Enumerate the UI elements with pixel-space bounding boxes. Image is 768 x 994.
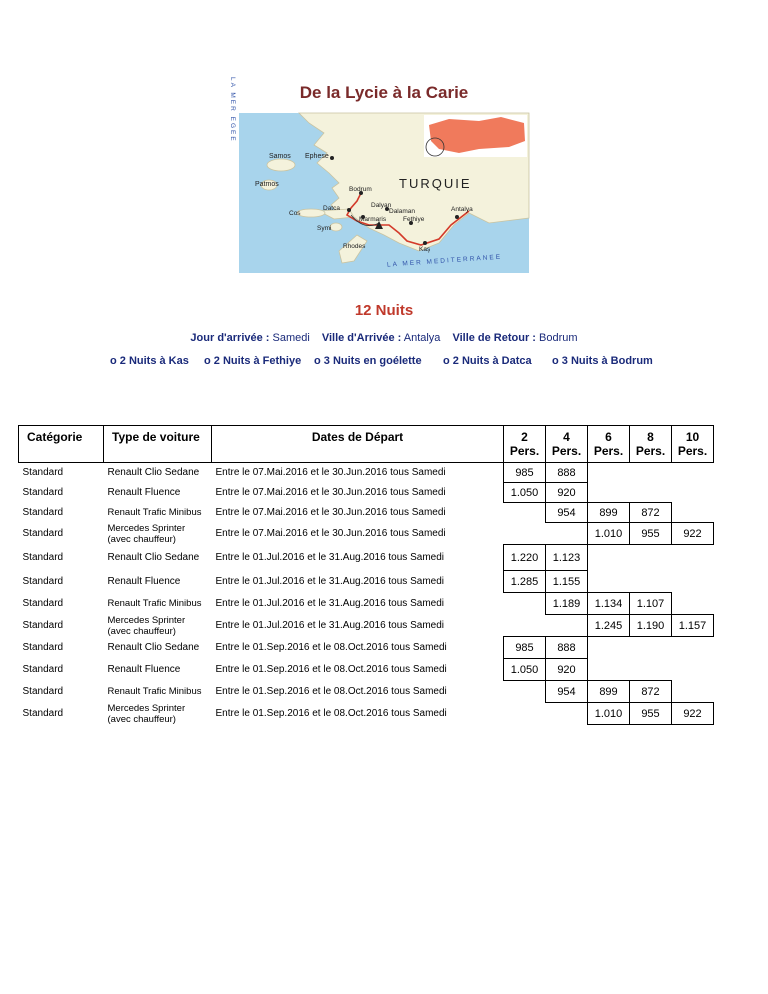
cell-price-p10: 922 bbox=[672, 523, 714, 545]
stay-item-fethiye: o 2 Nuits à Fethiye bbox=[204, 355, 302, 367]
table-row bbox=[19, 523, 714, 545]
map-label-marmaris: Marmaris bbox=[359, 216, 387, 223]
map-label-sea-med: LA MER MEDITERRANEE bbox=[386, 253, 503, 269]
cell-price-p6: 1.010 bbox=[588, 523, 630, 545]
map-label-patmos: Patmos bbox=[255, 181, 279, 188]
cell-price-p4: 888 bbox=[546, 637, 588, 659]
cell-price-p2: 1.050 bbox=[504, 483, 546, 503]
cell-price-p6: 1.010 bbox=[588, 703, 630, 725]
cell-price-p4: 920 bbox=[546, 659, 588, 681]
cell-price-p6 bbox=[588, 463, 630, 483]
cell-price-p6 bbox=[588, 545, 630, 571]
table-row bbox=[19, 503, 714, 523]
page-title: De la Lycie à la Carie bbox=[299, 83, 469, 102]
cell-price-p8 bbox=[630, 571, 672, 593]
cell-type-voiture: Renault Fluence bbox=[107, 664, 181, 675]
map-label-ephese: Ephese bbox=[305, 153, 329, 160]
stay-item-kas: o 2 Nuits à Kas bbox=[110, 355, 189, 367]
cell-type-voiture: Mercedes Sprinter (avec chauffeur) bbox=[107, 522, 186, 545]
cell-price-p4: 888 bbox=[546, 463, 588, 483]
table-body bbox=[19, 463, 714, 725]
stay-item-bodrum: o 3 Nuits à Bodrum bbox=[552, 355, 653, 367]
cell-dates: Entre le 01.Sep.2016 et le 08.Oct.2016 tous Samedi bbox=[215, 664, 447, 675]
cell-price-p10 bbox=[672, 637, 714, 659]
cell-price-p10 bbox=[672, 571, 714, 593]
cell-categorie: Standard bbox=[22, 528, 64, 539]
cell-price-p6: 899 bbox=[588, 503, 630, 523]
cell-price-p8: 955 bbox=[630, 703, 672, 725]
map-dot-antalya bbox=[455, 215, 459, 219]
cell-price-p10 bbox=[672, 681, 714, 703]
cell-price-p10: 1.157 bbox=[672, 615, 714, 637]
cell-price-p6 bbox=[588, 659, 630, 681]
cell-dates: Entre le 01.Jul.2016 et le 31.Aug.2016 tous Samedi bbox=[215, 552, 444, 563]
cell-price-p8 bbox=[630, 659, 672, 681]
cell-price-p2 bbox=[504, 703, 546, 725]
cell-categorie: Standard bbox=[22, 642, 64, 653]
map-label-dalyan: Dalyan bbox=[371, 202, 392, 209]
map-label-symi: Symi bbox=[317, 225, 332, 232]
header-6-pers: 6 Pers. bbox=[588, 426, 630, 463]
cell-type-voiture: Renault Trafic Minibus bbox=[107, 686, 202, 697]
pricing-table bbox=[18, 425, 714, 725]
cell-price-p8 bbox=[630, 483, 672, 503]
table-row bbox=[19, 681, 714, 703]
table-row bbox=[19, 637, 714, 659]
cell-price-p4: 920 bbox=[546, 483, 588, 503]
arrival-info bbox=[0, 332, 768, 344]
map-island-symi bbox=[330, 223, 342, 231]
cell-price-p2 bbox=[504, 503, 546, 523]
arrival-city: Antalya bbox=[403, 332, 441, 344]
cell-price-p10: 922 bbox=[672, 703, 714, 725]
table-row bbox=[19, 545, 714, 571]
cell-price-p4 bbox=[546, 615, 588, 637]
cell-dates: Entre le 01.Sep.2016 et le 08.Oct.2016 tous Samedi bbox=[215, 686, 447, 697]
cell-type-voiture: Renault Trafic Minibus bbox=[107, 598, 202, 609]
cell-price-p6 bbox=[588, 637, 630, 659]
map-dot-datca bbox=[347, 208, 351, 212]
map-label-antalya: Antalya bbox=[451, 206, 473, 213]
cell-type-voiture: Renault Trafic Minibus bbox=[107, 507, 202, 518]
cell-dates: Entre le 07.Mai.2016 et le 30.Jun.2016 tous Samedi bbox=[215, 467, 446, 479]
cell-price-p8: 955 bbox=[630, 523, 672, 545]
cell-price-p8 bbox=[630, 637, 672, 659]
arrival-day-label: Jour d'arrivée : bbox=[190, 332, 270, 344]
cell-dates: Entre le 07.Mai.2016 et le 30.Jun.2016 tous Samedi bbox=[215, 507, 446, 518]
cell-dates: Entre le 01.Jul.2016 et le 31.Aug.2016 tous Samedi bbox=[215, 576, 444, 587]
cell-price-p8: 872 bbox=[630, 681, 672, 703]
header-dates: Dates de Départ bbox=[212, 426, 504, 463]
cell-categorie: Standard bbox=[22, 620, 64, 631]
cell-type-voiture: Renault Clio Sedane bbox=[107, 642, 200, 653]
table-row bbox=[19, 483, 714, 503]
cell-dates: Entre le 01.Jul.2016 et le 31.Aug.2016 tous Samedi bbox=[215, 620, 444, 631]
cell-price-p2: 985 bbox=[504, 463, 546, 483]
table-row bbox=[19, 703, 714, 725]
cell-price-p2: 1.285 bbox=[504, 571, 546, 593]
cell-type-voiture: Mercedes Sprinter (avec chauffeur) bbox=[107, 614, 186, 637]
cell-dates: Entre le 07.Mai.2016 et le 30.Jun.2016 tous Samedi bbox=[215, 487, 446, 498]
return-city: Bodrum bbox=[539, 332, 578, 344]
table-row bbox=[19, 593, 714, 615]
cell-price-p4: 954 bbox=[546, 503, 588, 523]
map-label-kas: Kaş bbox=[419, 246, 431, 253]
stay-item-goelette: o 3 Nuits en goélette bbox=[314, 355, 422, 367]
cell-categorie: Standard bbox=[22, 552, 64, 563]
header-10-pers: 10 Pers. bbox=[672, 426, 714, 463]
cell-categorie: Standard bbox=[22, 576, 64, 587]
cell-price-p10 bbox=[672, 659, 714, 681]
arrival-day: Samedi bbox=[272, 332, 310, 344]
map-label-dalaman: Dalaman bbox=[389, 208, 416, 215]
map-label-bodrum: Bodrum bbox=[349, 186, 372, 193]
nights-heading: 12 Nuits bbox=[354, 302, 414, 319]
cell-price-p2 bbox=[504, 681, 546, 703]
header-4-pers: 4 Pers. bbox=[546, 426, 588, 463]
cell-price-p2 bbox=[504, 523, 546, 545]
map-dot-ephese bbox=[330, 156, 334, 160]
map-label-fethiye: Fethiye bbox=[403, 216, 425, 223]
cell-price-p10 bbox=[672, 463, 714, 483]
map-island-cos bbox=[297, 209, 325, 217]
cell-price-p8: 1.190 bbox=[630, 615, 672, 637]
cell-price-p2: 985 bbox=[504, 637, 546, 659]
cell-price-p6: 1.245 bbox=[588, 615, 630, 637]
cell-categorie: Standard bbox=[22, 664, 64, 675]
table-row bbox=[19, 659, 714, 681]
cell-price-p2: 1.050 bbox=[504, 659, 546, 681]
table-row bbox=[19, 571, 714, 593]
cell-price-p4: 954 bbox=[546, 681, 588, 703]
cell-price-p4 bbox=[546, 703, 588, 725]
cell-categorie: Standard bbox=[22, 686, 64, 697]
cell-price-p10 bbox=[672, 503, 714, 523]
cell-dates: Entre le 01.Jul.2016 et le 31.Aug.2016 tous Samedi bbox=[215, 598, 444, 609]
map-island-samos bbox=[267, 159, 295, 171]
cell-categorie: Standard bbox=[22, 487, 64, 498]
cell-price-p4: 1.189 bbox=[546, 593, 588, 615]
cell-price-p2: 1.220 bbox=[504, 545, 546, 571]
cell-categorie: Standard bbox=[22, 708, 64, 719]
cell-price-p10 bbox=[672, 545, 714, 571]
return-city-label: Ville de Retour : bbox=[452, 332, 536, 344]
header-type-voiture: Type de voiture bbox=[104, 426, 212, 463]
table-row bbox=[19, 463, 714, 483]
header-categorie: Catégorie bbox=[19, 426, 104, 463]
cell-type-voiture: Renault Fluence bbox=[107, 576, 181, 587]
map-label-samos: Samos bbox=[269, 153, 291, 160]
cell-price-p6: 899 bbox=[588, 681, 630, 703]
cell-price-p4: 1.155 bbox=[546, 571, 588, 593]
cell-price-p4 bbox=[546, 523, 588, 545]
cell-price-p6 bbox=[588, 483, 630, 503]
cell-price-p8: 872 bbox=[630, 503, 672, 523]
cell-categorie: Standard bbox=[22, 467, 64, 479]
cell-type-voiture: Renault Fluence bbox=[107, 487, 181, 498]
stay-item-datca: o 2 Nuits à Datca bbox=[443, 355, 532, 367]
cell-price-p8 bbox=[630, 463, 672, 483]
table-header-row bbox=[19, 426, 714, 463]
map-label-cos: Cos bbox=[289, 210, 301, 217]
arrival-city-label: Ville d'Arrivée : bbox=[321, 332, 402, 344]
cell-price-p8 bbox=[630, 545, 672, 571]
cell-dates: Entre le 01.Sep.2016 et le 08.Oct.2016 tous Samedi bbox=[215, 642, 447, 653]
cell-categorie: Standard bbox=[22, 507, 64, 518]
table-row bbox=[19, 615, 714, 637]
cell-price-p10 bbox=[672, 593, 714, 615]
map-label-datca: Datca bbox=[323, 205, 340, 212]
cell-type-voiture: Renault Clio Sedane bbox=[107, 467, 200, 479]
map-label-rhodes: Rhodes bbox=[343, 243, 366, 250]
cell-dates: Entre le 07.Mai.2016 et le 30.Jun.2016 tous Samedi bbox=[215, 528, 446, 539]
header-2-pers: 2 Pers. bbox=[504, 426, 546, 463]
cell-price-p2 bbox=[504, 615, 546, 637]
cell-price-p2 bbox=[504, 593, 546, 615]
header-8-pers: 8 Pers. bbox=[630, 426, 672, 463]
map-label-sea-egee: LA MER EGEE bbox=[229, 77, 236, 143]
cell-dates: Entre le 01.Sep.2016 et le 08.Oct.2016 tous Samedi bbox=[215, 708, 447, 719]
map-label-turquie: TURQUIE bbox=[399, 176, 472, 191]
cell-price-p8: 1.107 bbox=[630, 593, 672, 615]
cell-categorie: Standard bbox=[22, 598, 64, 609]
cell-type-voiture: Mercedes Sprinter (avec chauffeur) bbox=[107, 702, 186, 725]
cell-price-p4: 1.123 bbox=[546, 545, 588, 571]
cell-price-p10 bbox=[672, 483, 714, 503]
map-dot-kas bbox=[423, 241, 427, 245]
cell-price-p6: 1.134 bbox=[588, 593, 630, 615]
cell-type-voiture: Renault Clio Sedane bbox=[107, 552, 200, 563]
cell-price-p6 bbox=[588, 571, 630, 593]
